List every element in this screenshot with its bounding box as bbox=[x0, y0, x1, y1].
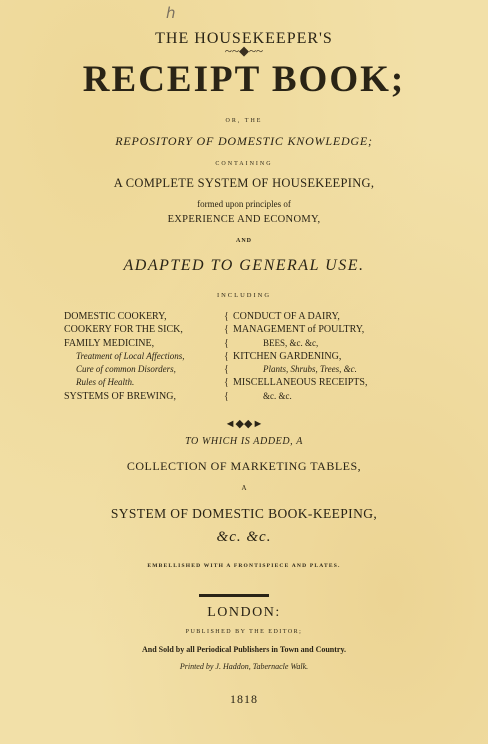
heading: THE HOUSEKEEPER'S bbox=[155, 30, 333, 47]
contents-item: Treatment of Local Affections, bbox=[76, 350, 185, 361]
contents-item: KITCHEN GARDENING, bbox=[233, 350, 342, 362]
contents-item: FAMILY MEDICINE, bbox=[64, 337, 155, 349]
published-by: PUBLISHED BY THE EDITOR; bbox=[185, 629, 303, 635]
contents-item: MANAGEMENT of POULTRY, bbox=[233, 324, 365, 336]
a-word: A bbox=[241, 484, 247, 492]
experience-economy: EXPERIENCE AND ECONOMY, bbox=[167, 214, 321, 225]
ornament-top: ~~◆~~ bbox=[224, 43, 264, 58]
contents-left bbox=[64, 310, 185, 403]
ornament-mid: ◄◆◆► bbox=[224, 418, 264, 430]
year: 1818 bbox=[230, 692, 258, 706]
contents-item: SYSTEMS OF BREWING, bbox=[64, 390, 176, 402]
contents-item: CONDUCT OF A DAIRY, bbox=[233, 311, 340, 322]
adapted-general-use: ADAPTED TO GENERAL USE. bbox=[123, 257, 365, 274]
contents-item: DOMESTIC COOKERY, bbox=[64, 311, 167, 322]
contents-item: MISCELLANEOUS RECEIPTS, bbox=[233, 377, 368, 389]
sold-by: And Sold by all Periodical Publishers in Town and Country. bbox=[141, 645, 347, 654]
contents-item: BEES, &c. &c, bbox=[263, 337, 319, 348]
contents-right bbox=[233, 310, 367, 403]
brace-divider: { { { { { { { bbox=[224, 311, 229, 402]
to-which-added: TO WHICH IS ADDED, A bbox=[185, 436, 303, 447]
printed-by: Printed by J. Haddon, Tabernacle Walk. bbox=[179, 662, 309, 671]
book-keeping: SYSTEM OF DOMESTIC BOOK-KEEPING, bbox=[110, 506, 378, 521]
subtitle: REPOSITORY OF DOMESTIC KNOWLEDGE; bbox=[115, 134, 373, 148]
main-title: RECEIPT BOOK; bbox=[82, 59, 406, 100]
contents-item: Cure of common Disorders, bbox=[76, 364, 176, 375]
embellished: EMBELLISHED WITH A FRONTISPIECE AND PLATES. bbox=[147, 563, 341, 569]
containing: CONTAINING bbox=[215, 161, 273, 167]
and-word: AND bbox=[236, 238, 252, 244]
place: LONDON: bbox=[207, 605, 281, 620]
complete-system: A COMPLETE SYSTEM OF HOUSEKEEPING, bbox=[113, 176, 375, 190]
contents-item: Plants, Shrubs, Trees, &c. bbox=[263, 364, 357, 375]
formed-upon: formed upon principles of bbox=[197, 199, 291, 209]
marketing-tables: COLLECTION OF MARKETING TABLES, bbox=[126, 459, 362, 473]
pencil-mark: h bbox=[166, 4, 176, 22]
contents-item: Rules of Health. bbox=[76, 377, 135, 388]
contents-item: COOKERY FOR THE SICK, bbox=[64, 324, 183, 336]
including: INCLUDING bbox=[216, 292, 272, 299]
or-the: OR, THE bbox=[225, 118, 263, 124]
contents-item: &c. &c. bbox=[263, 390, 292, 401]
divider-rule bbox=[199, 594, 269, 597]
etcetera: &c. &c. bbox=[216, 529, 272, 545]
